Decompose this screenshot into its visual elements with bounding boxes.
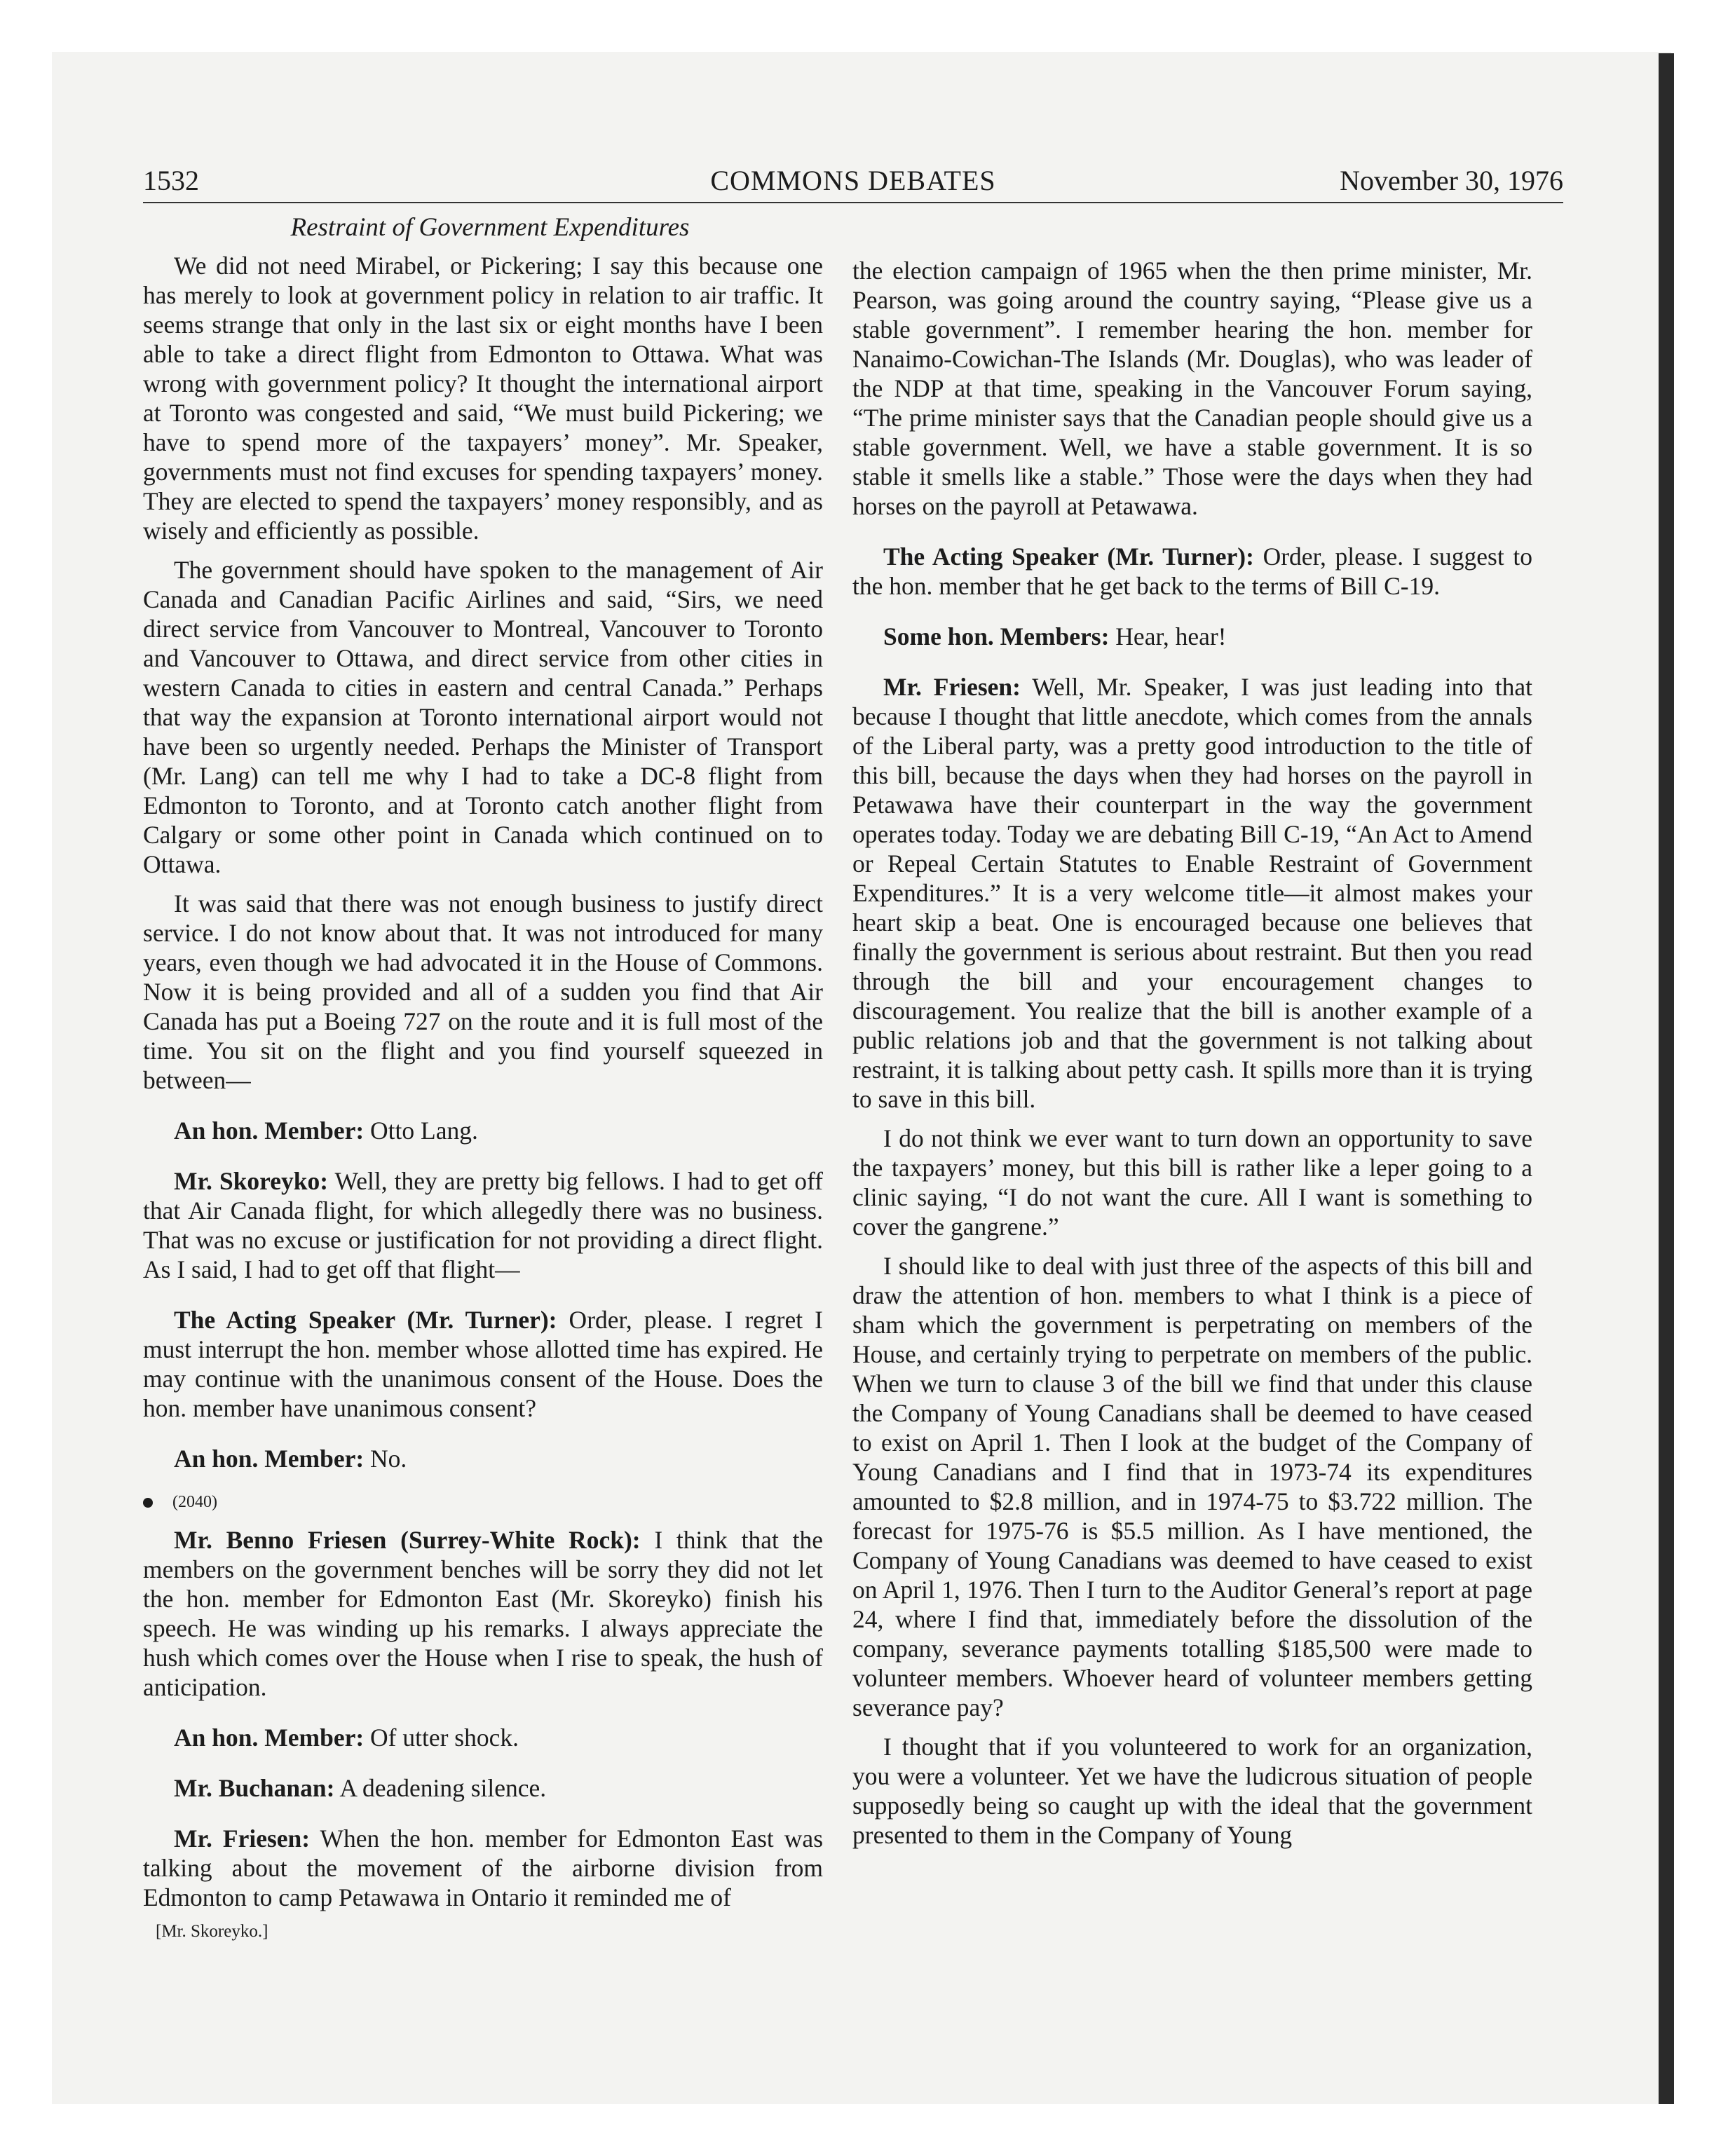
speech-entry: [143, 1444, 823, 1473]
speaker-footnote: [Mr. Skoreyko.]: [156, 1922, 268, 1941]
speech-text: A deadening silence.: [334, 1774, 547, 1802]
speaker-name: The Acting Speaker (Mr. Turner):: [883, 543, 1254, 571]
paragraph: We did not need Mirabel, or Pickering; I say this because one has merely to look at government policy in relation to air traffic. It seems strange that only in the last six or eight months have I been able to take a direct flight from Edmonton to Ottawa. What was wrong with government policy? It thought the international airport at Toronto was congested and said, “We must build Pickering; we have to spend more of the taxpayers’ money”. Mr. Speaker, governments must not find excuses for spending taxpayers’ money. They are elected to spend the taxpayers’ money responsibly, and as wisely and efficiently as possible.: [143, 252, 823, 545]
speech-entry: [143, 1773, 823, 1803]
speaker-name: An hon. Member:: [174, 1445, 365, 1473]
speech-entry: [143, 1166, 823, 1284]
speaker-name: The Acting Speaker (Mr. Turner):: [174, 1306, 557, 1334]
scan-edge-shadow: [1659, 53, 1674, 2104]
speech-entry: [143, 1305, 823, 1423]
speech-entry: [143, 1723, 823, 1752]
paragraph: the election campaign of 1965 when the then prime minister, Mr. Pearson, was going around the country saying, “Please give us a stable government”. I remember hearing the hon. member for Nanaimo-Cowichan-The Islands (Mr. Douglas), who was leader of the NDP at that time, speaking in the Vancouver Forum saying, “The prime minister says that the Canadian people should give us a stable government. Well, we have a stable government. It is so stable it smells like a stable.” Those were the days when they had horses on the payroll at Petawawa.: [852, 257, 1532, 520]
speech-text: Hear, hear!: [1109, 622, 1227, 650]
paragraph: I should like to deal with just three of the aspects of this bill and draw the attention of hon. members to what I think is a piece of sham which the government is perpetrating on members of the House, and certainly trying to perpetrate on members of the public. When we turn to clause 3 of the bill we find that under this clause the Company of Young Canadians shall be deemed to have ceased to exist on April 1. Then I look at the budget of the Company of Young Canadians and I find that in 1973-74 its expenditures amounted to $2.8 million, and in 1974-75 to $3.722 million. The forecast for 1975-76 is $5.5 million. As I have mentioned, the Company of Young Canadians was deemed to have ceased to exist on April 1, 1976. Then I turn to the Auditor General’s report at page 24, where I find that, immediately before the dissolution of the company, severance payments totalling $185,500 were made to volunteer members. Whoever heard of volunteer members getting severance pay?: [852, 1252, 1532, 1721]
paragraph: I thought that if you volunteered to work for an organization, you were a volunteer. Yet we have the ludicrous situation of people supposedly being so caught up with the ideal that the government presented to them in the Company of Young: [852, 1733, 1532, 1849]
speaker-name: Mr. Friesen:: [883, 673, 1021, 701]
left-column: [143, 251, 823, 1922]
speaker-name: Mr. Friesen:: [174, 1824, 311, 1853]
page-header: [143, 163, 1563, 203]
publication-date: November 30, 1976: [1340, 165, 1563, 196]
page-number: 1532: [143, 165, 199, 196]
speech-entry: [143, 1525, 823, 1702]
speech-text: Well, Mr. Speaker, I was just leading into that because I thought that little anecdote, which comes from the annals of the Liberal party, was a pretty good introduction to the title of this bill, because the days when they had horses on the payroll in Petawawa have their counterpart in the way the government operates today. Today we are debating Bill C-19, “An Act to Amend or Repeal Certain Statutes to Enable Restraint of Government Expenditures.” It is a very welcome title—it almost makes your heart skip a beat. One is encouraged because one believes that finally the government is serious about restraint. But then you read through the bill and your encouragement changes to discouragement. You realize that the bill is another example of a public relations job and that the government is not talking about restraint, it is talking about petty cash. It spills more than it is trying to save in this bill.: [852, 673, 1532, 1113]
publication-title: COMMONS DEBATES: [710, 165, 996, 196]
time-stamp: (2040): [172, 1493, 217, 1511]
speech-text: Order, please. I regret I must interrupt the hon. member whose allotted time has expired. He may continue with the unanimous consent of the House. Does the hon. member have unanimous consent?: [143, 1306, 823, 1422]
time-marker: [143, 1487, 823, 1517]
speech-text: Well, they are pretty big fellows. I had to get off that Air Canada flight, for which allegedly there was no business. That was no excuse or justification for not providing a direct flight. As I said, I had to get off that flight—: [143, 1167, 823, 1283]
speech-text: Of utter shock.: [364, 1724, 519, 1752]
bullet-icon: [143, 1498, 153, 1508]
paragraph: The government should have spoken to the management of Air Canada and Canadian Pacific Airlines and said, “Sirs, we need direct service from Vancouver to Montreal, Vancouver to Toronto and Vancouver to Ottawa, and direct service from other cities in western Canada to cities in eastern and central Canada.” Perhaps that way the expansion at Toronto international airport would not have been so urgently needed. Perhaps the Minister of Transport (Mr. Lang) can tell me why I had to take a DC-8 flight from Edmonton to Toronto, and at Toronto catch another flight from Calgary or some other point in Canada which continued on to Ottawa.: [143, 556, 823, 878]
speech-entry: [852, 622, 1532, 651]
speech-entry: [852, 542, 1532, 601]
speech-entry: [143, 1824, 823, 1912]
speech-text: No.: [364, 1445, 407, 1473]
speaker-name: Mr. Benno Friesen (Surrey-White Rock):: [174, 1526, 641, 1554]
speech-entry: [852, 672, 1532, 1114]
speech-text: When the hon. member for Edmonton East was talking about the movement of the airborne division from Edmonton to camp Petawawa in Ontario it reminded me of: [143, 1824, 824, 1911]
speech-text: I think that the members on the government benches will be sorry they did not let the hon. member for Edmonton East (Mr. Skoreyko) finish his speech. He was winding up his remarks. I always appreciate the hush which comes over the House when I rise to speak, the hush of anticipation.: [143, 1526, 823, 1701]
speaker-name: An hon. Member:: [174, 1117, 365, 1145]
paragraph: It was said that there was not enough business to justify direct service. I do not know about that. It was not introduced for many years, even though we had advocated it in the House of Commons. Now it is being provided and all of a sudden you find that Air Canada has put a Boeing 727 on the route and it is full most of the time. You sit on the flight and you find yourself squeezed in between—: [143, 889, 823, 1094]
speaker-name: Mr. Buchanan:: [174, 1774, 335, 1802]
speech-text: Order, please. I suggest to the hon. member that he get back to the terms of Bill C-19.: [852, 543, 1533, 600]
speech-entry: [143, 1116, 823, 1145]
speaker-name: Some hon. Members:: [883, 622, 1110, 650]
right-column: [852, 256, 1532, 1860]
paragraph: I do not think we ever want to turn down an opportunity to save the taxpayers’ money, but this bill is rather like a leper going to a clinic saying, “I do not want the cure. All I want is something to cover the gangrene.”: [852, 1124, 1532, 1241]
speech-text: Otto Lang.: [364, 1117, 478, 1145]
subject-heading: Restraint of Government Expenditures: [290, 213, 690, 242]
speaker-name: Mr. Skoreyko:: [174, 1167, 329, 1195]
speaker-name: An hon. Member:: [174, 1724, 365, 1752]
